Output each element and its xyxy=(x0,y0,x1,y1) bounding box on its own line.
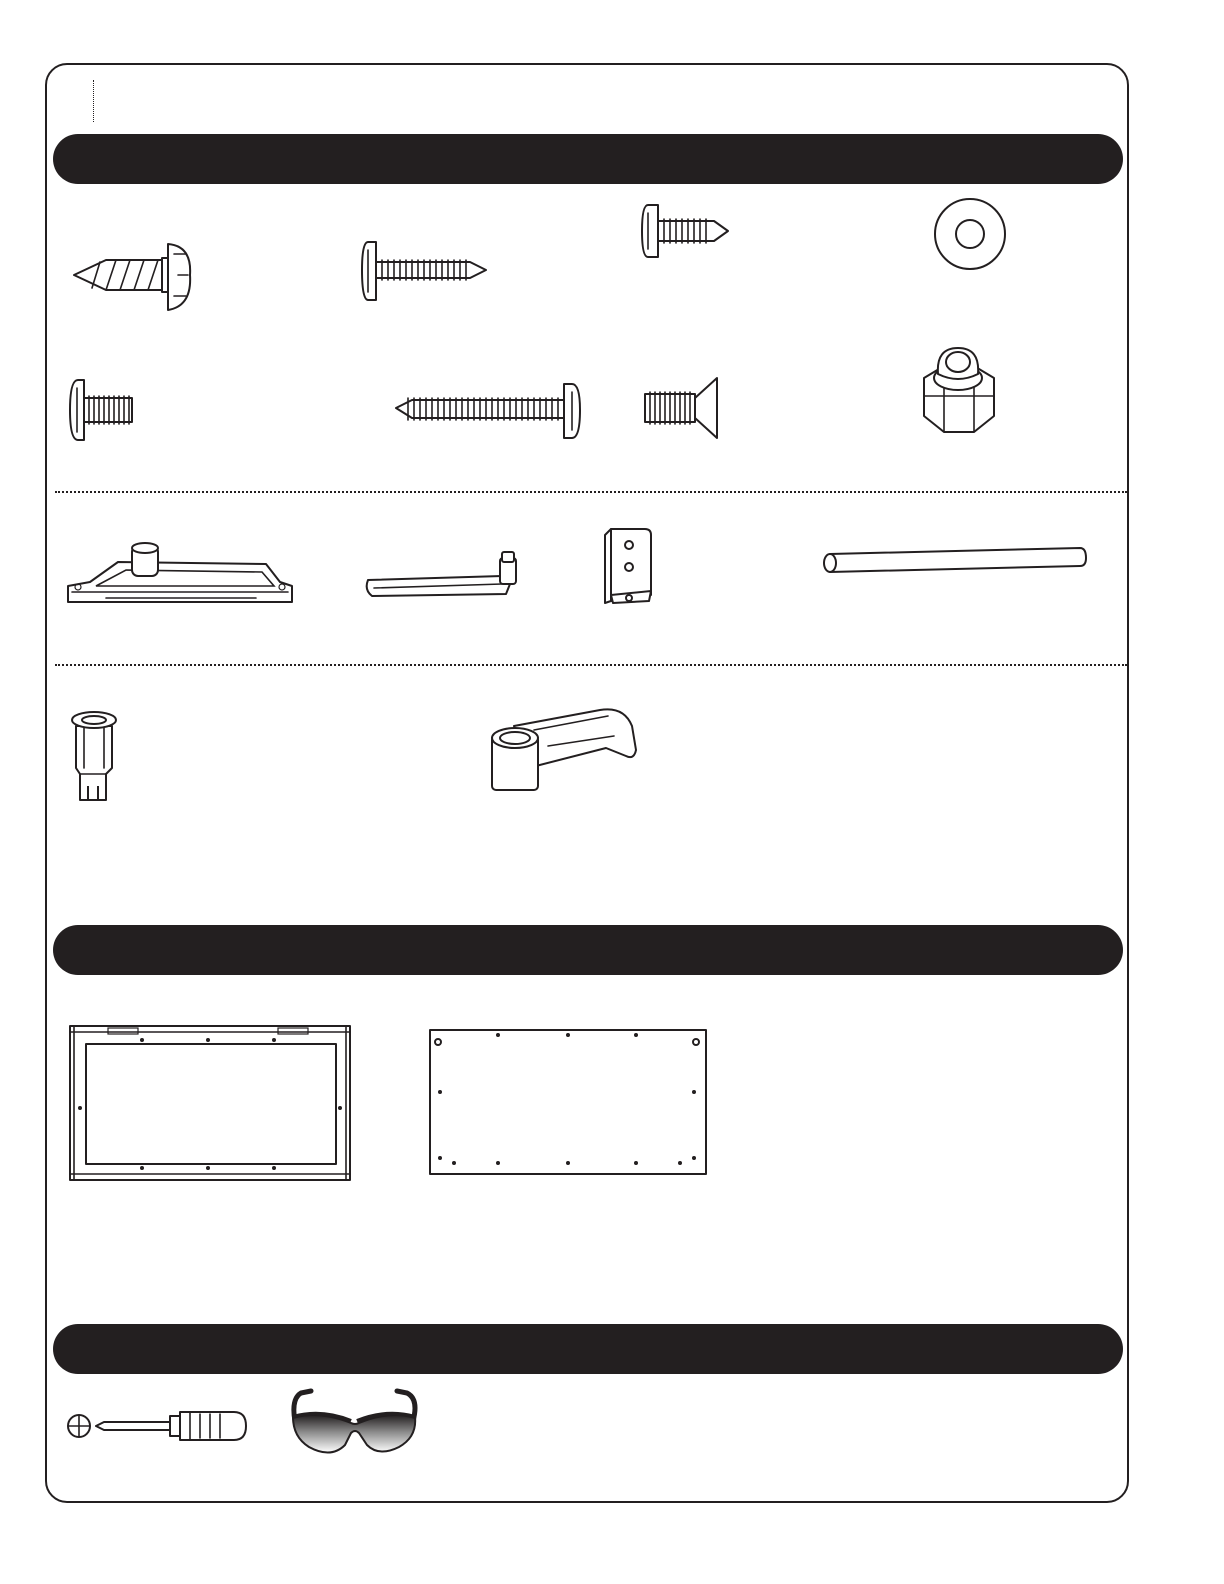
rod-icon xyxy=(822,544,1088,576)
long-wood-screw-icon xyxy=(394,382,584,442)
short-pan-head-screw-icon xyxy=(640,203,730,261)
hardware-divider-2 xyxy=(55,664,1127,666)
flat-head-screw-icon xyxy=(643,376,723,440)
safety-glasses-icon xyxy=(287,1385,421,1461)
hinge-plate-icon xyxy=(603,525,655,607)
crank-arm-icon xyxy=(362,550,526,602)
phillips-screwdriver-icon xyxy=(66,1408,248,1444)
flat-washer-icon xyxy=(932,197,1008,273)
tools-section-header xyxy=(53,1324,1123,1374)
machine-screw-icon xyxy=(68,378,138,444)
margin-guide xyxy=(93,80,94,122)
base-bracket-icon xyxy=(66,542,294,608)
crank-handle-icon xyxy=(488,706,640,796)
panels-section-header xyxy=(53,925,1123,975)
plastic-bushing-icon xyxy=(66,710,122,806)
flat-board-panel-icon xyxy=(428,1028,708,1176)
pan-head-wood-screw-icon xyxy=(360,240,490,304)
frame-panel-icon xyxy=(68,1024,352,1184)
acorn-nut-icon xyxy=(912,344,1002,438)
hardware-section-header xyxy=(53,134,1123,184)
hardware-divider-1 xyxy=(55,491,1127,493)
large-pan-head-screw-icon xyxy=(70,238,195,318)
